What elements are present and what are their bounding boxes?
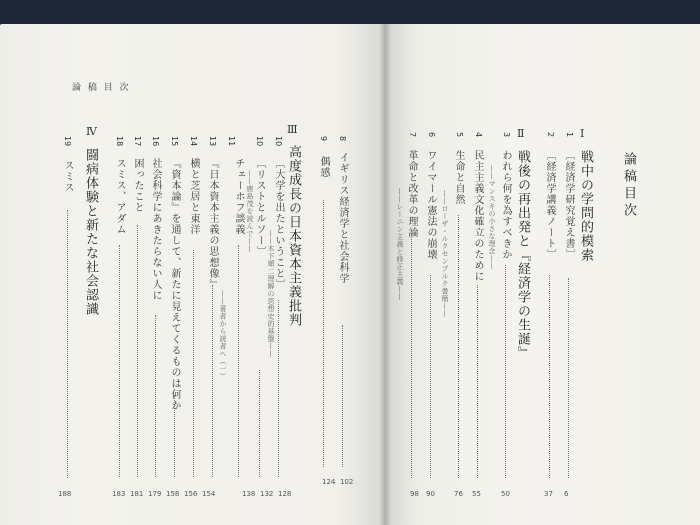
- entry-number: 10: [255, 136, 264, 147]
- entry-title: われら何を為すべきか: [500, 150, 511, 260]
- entry-number: 9: [319, 136, 328, 142]
- entry-title: 〔経済学講義ノート〕: [544, 150, 555, 260]
- leader-dots: [477, 285, 478, 478]
- entry-subtitle: ——木下順二理解の思想史的基盤——: [267, 230, 275, 358]
- entry-title: 生命と自然: [453, 150, 464, 205]
- part-title: 闘病体験と新たな社会認識: [83, 148, 98, 316]
- entry-number: 8: [338, 136, 347, 142]
- entry-number: 2: [546, 132, 555, 138]
- page-number: 76: [454, 490, 463, 498]
- page-number: 6: [564, 490, 569, 498]
- entry-title: チェーホフ談義: [233, 158, 244, 235]
- leader-dots: [193, 250, 194, 477]
- page-number: 154: [202, 490, 216, 498]
- entry-number: 13: [208, 136, 217, 147]
- page-number: 37: [544, 490, 553, 498]
- entry-title: イギリス経済学と社会科学: [337, 152, 348, 284]
- entry-number: 5: [455, 132, 464, 138]
- entry-subtitle: ——マンスキの小さな理念——: [488, 165, 496, 270]
- entry-title: 『日本資本主義の思想像』: [207, 158, 218, 290]
- entry-number: 17: [133, 136, 142, 147]
- entry-title: 〔経済学研究覚え書〕: [563, 150, 574, 260]
- leader-dots: [259, 370, 260, 477]
- entry-title: 〔リストとルソー〕: [254, 158, 265, 257]
- leader-dots: [505, 265, 506, 478]
- page-number: 181: [130, 490, 144, 498]
- entry-number: 6: [427, 132, 436, 138]
- page-number: 124: [322, 478, 336, 486]
- entry-number: 19: [63, 136, 72, 147]
- page-number: 50: [501, 490, 510, 498]
- page-number: 132: [260, 490, 274, 498]
- right-page: [385, 24, 700, 525]
- entry-number: 7: [408, 132, 417, 138]
- entry-title: 『資本論』を通して、新たに見えてくるものは何か: [169, 158, 180, 411]
- leader-dots: [568, 278, 569, 478]
- leader-dots: [342, 325, 343, 467]
- leader-dots: [458, 215, 459, 478]
- entry-number: 15: [170, 136, 179, 147]
- page-number: 188: [58, 490, 72, 498]
- leader-dots: [67, 210, 68, 478]
- leader-dots: [119, 245, 120, 477]
- entry-number: 11: [227, 136, 236, 147]
- page-number: 55: [472, 490, 481, 498]
- entry-title: 社会科学にあきたらない人に: [150, 158, 161, 301]
- entry-number: 10: [274, 136, 283, 147]
- entry-number: 16: [151, 136, 160, 147]
- part-numeral: Ⅱ: [517, 127, 525, 140]
- entry-title: 革命と改革の理論: [406, 150, 417, 238]
- page-number: 90: [426, 490, 435, 498]
- leader-dots: [430, 275, 431, 478]
- leader-dots: [238, 245, 239, 477]
- book-gutter: [379, 24, 391, 525]
- entry-number: 3: [502, 132, 511, 138]
- leader-dots: [212, 285, 213, 477]
- leader-dots: [323, 200, 324, 467]
- page-number: 183: [112, 490, 126, 498]
- entry-subtitle: ——レーニン主義と修正主義——: [396, 188, 404, 301]
- leader-dots: [411, 230, 412, 478]
- entry-number: 4: [474, 132, 483, 138]
- part-numeral: Ⅲ: [287, 123, 298, 136]
- leader-dots: [137, 225, 138, 477]
- part-title: 戦中の学問的模索: [578, 150, 593, 262]
- part-title: 高度成長の日本資本主義批判: [286, 145, 301, 327]
- entry-number: 14: [189, 136, 198, 147]
- entry-title: 困ったこと: [132, 158, 143, 213]
- leader-dots: [278, 300, 279, 477]
- entry-subtitle: ——著者から読者へ（一）: [219, 290, 227, 380]
- entry-title: スミス、アダム: [114, 158, 125, 235]
- entry-number: 1: [565, 132, 574, 138]
- page-number: 98: [410, 490, 419, 498]
- entry-title: 〔大学を出たということ〕: [273, 158, 284, 290]
- entry-title: スミス: [62, 160, 73, 193]
- page-number: 158: [166, 490, 180, 498]
- leader-dots: [174, 395, 175, 477]
- toc-title: 論稿目次: [621, 152, 636, 220]
- page-number: 156: [184, 490, 198, 498]
- entry-title: 民主主義文化確立のために: [472, 150, 483, 282]
- entry-title: 偶感: [318, 156, 329, 178]
- running-head: 論 稿 目 次: [72, 83, 131, 93]
- leader-dots: [155, 315, 156, 477]
- page-number: 128: [278, 490, 292, 498]
- part-numeral: Ⅰ: [580, 127, 585, 140]
- entry-title: ワイマール憲法の崩壊: [425, 150, 436, 260]
- entry-title: 横と芝居と東洋: [188, 158, 199, 235]
- part-title: 戦後の再出発と『経済学の生誕』: [515, 150, 530, 360]
- page-number: 138: [242, 490, 256, 498]
- entry-subtitle: ——鹿島茂を読んで——: [246, 170, 254, 253]
- part-numeral: Ⅳ: [86, 125, 97, 138]
- leader-dots: [549, 275, 550, 478]
- entry-subtitle: ——ローザ・ルクセンブルク書簡——: [441, 190, 449, 318]
- page-number: 102: [340, 478, 354, 486]
- page-number: 179: [148, 490, 162, 498]
- entry-number: 18: [115, 136, 124, 147]
